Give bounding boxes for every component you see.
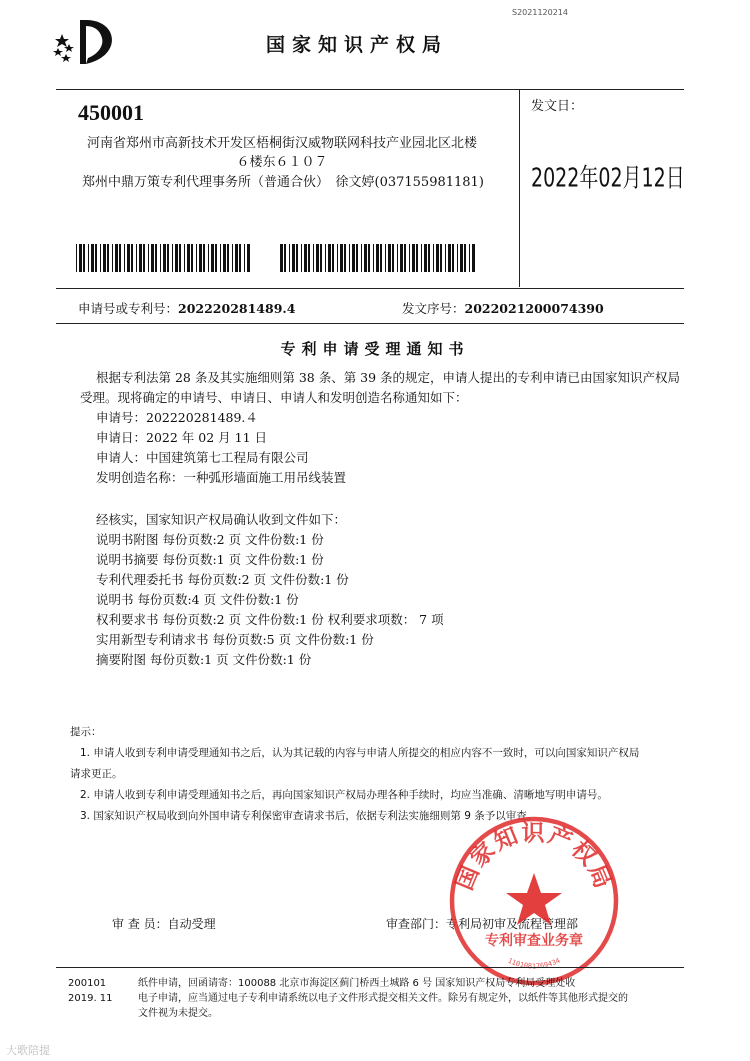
- tip-item: 1. 申请人收到专利申请受理通知书之后，认为其记载的内容与申请人所提交的相应内容不一致时，可以向国家知识产权局: [80, 747, 640, 759]
- file-item: 摘要附图 每份页数:1 页 文件份数:1 份: [96, 652, 312, 667]
- svg-text:1101081769434: [507, 957, 562, 971]
- footer-line: 文件视为未提交。: [138, 1008, 218, 1019]
- invention-title-detail: 发明创造名称：一种弧形墙面施工用吊线装置: [96, 470, 347, 485]
- recipient-address: 河南省郑州市高新技术开发区梧桐街汉威物联网科技产业园北区北楼６楼东６１０７: [86, 136, 477, 170]
- header-rule: [56, 89, 684, 90]
- form-code: 200101: [68, 978, 107, 989]
- footer-codes: [68, 976, 113, 1006]
- footer-rule: [56, 967, 684, 968]
- file-item: 说明书 每份页数:4 页 文件份数:1 份: [96, 592, 299, 607]
- recipient-agency: 郑州中鼎万策专利代理事务所（普通合伙） 徐文婷(037155981181): [82, 175, 484, 190]
- application-date-detail: 申请日：2022 年 02 月 11 日: [96, 430, 267, 445]
- barcode-left: [76, 244, 252, 272]
- seal-inner-text: 专利审查业务章: [485, 933, 583, 949]
- dispatch-number-label: 发文序号：: [402, 301, 465, 316]
- tip-item: 请求更正。: [70, 768, 123, 780]
- intro-line: 受理。现将确定的申请号、申请日、申请人和发明创造名称通知如下：: [80, 390, 468, 405]
- issue-date-label: 发文日：: [531, 99, 584, 114]
- examiner-row: [112, 915, 216, 932]
- tip-item: 3. 国家知识产权局收到向外国申请专利保密审查请求书后，依据专利法实施细则第 9 条予以审查。: [80, 810, 538, 822]
- header-divider: [519, 89, 520, 287]
- barcode-right: [280, 244, 478, 272]
- notice-title: 专利申请受理通知书: [280, 340, 470, 358]
- examiner: 自动受理: [167, 917, 216, 931]
- serial-number: S2021120214: [512, 8, 568, 17]
- department-label: 审查部门：: [386, 917, 447, 931]
- application-number-label: 申请号或专利号：: [78, 301, 179, 316]
- examiner-label: 审 查 员：: [112, 917, 168, 931]
- section-rule-top: [56, 288, 684, 289]
- watermark: 大歌陪提: [6, 1044, 50, 1057]
- file-item: 实用新型专利请求书 每份页数:5 页 文件份数:1 份: [96, 632, 374, 647]
- official-seal: [448, 815, 620, 987]
- file-item: 说明书附图 每份页数:2 页 文件份数:1 份: [96, 532, 324, 547]
- dispatch-number-row: [402, 299, 604, 317]
- applicant-detail: 申请人：中国建筑第七工程局有限公司: [96, 450, 309, 465]
- seal-ring-text: 国家知识产权局: [451, 820, 617, 894]
- dispatch-number: 2022021200074390: [464, 301, 604, 316]
- file-item: 说明书摘要 每份页数:1 页 文件份数:1 份: [96, 552, 324, 567]
- seal-number: 1101081769434: [506, 956, 562, 971]
- file-item: 专利代理委托书 每份页数:2 页 文件份数:1 份: [96, 572, 349, 587]
- tips-label: 提示：: [70, 726, 102, 738]
- office-name: 国家知识产权局: [266, 34, 449, 56]
- tip-item: 2. 申请人收到专利申请受理通知书之后，再向国家知识产权局办理各种手续时，均应当准确、清晰地写明申请号。: [80, 789, 608, 801]
- department: 专利局初审及流程管理部: [446, 917, 579, 931]
- tips-section: [70, 722, 690, 827]
- issue-date: 2022年02月12日: [531, 163, 685, 194]
- form-version: 2019. 11: [68, 993, 113, 1004]
- notice-body: [80, 368, 680, 670]
- application-number: 202220281489.4: [178, 301, 296, 316]
- cnipa-logo: [50, 14, 120, 70]
- application-number-detail: 申请号：202220281489.４: [96, 410, 258, 425]
- file-item: 权利要求书 每份页数:2 页 文件份数:1 份 权利要求项数： 7 项: [96, 612, 444, 627]
- footer-line: 电子申请，应当通过电子专利申请系统以电子文件形式提交相关文件。除另有规定外，以纸件等其他形式提交的: [138, 993, 628, 1004]
- footer-line: 纸件申请，回函请寄：100088 北京市海淀区蓟门桥西土城路 6 号 国家知识产权局专利局受理处收: [138, 978, 576, 989]
- section-rule-bottom: [56, 323, 684, 324]
- footer-notes: [138, 976, 698, 1021]
- postcode: 450001: [78, 100, 144, 125]
- intro-line: 根据专利法第 28 条及其实施细则第 38 条、第 39 条的规定，申请人提出的专利申请已由国家知识产权局: [96, 370, 681, 385]
- application-number-row: [78, 299, 295, 317]
- received-intro: 经核实，国家知识产权局确认收到文件如下：: [96, 512, 347, 527]
